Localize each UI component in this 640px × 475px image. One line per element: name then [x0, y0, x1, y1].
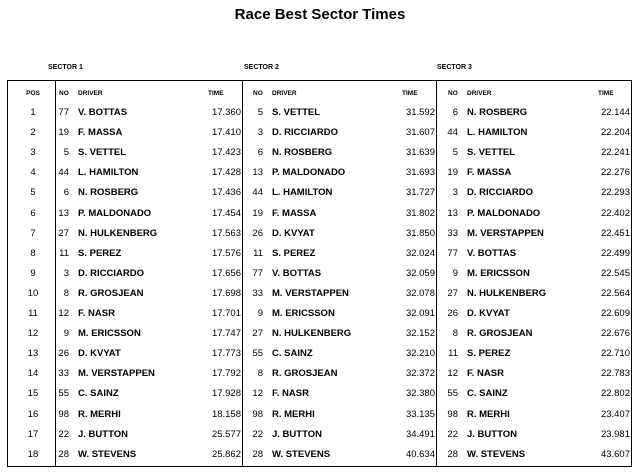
driver-cell: S. VETTEL — [78, 147, 127, 159]
table-row — [8, 204, 631, 224]
sector-time-cell: 22.204 — [600, 127, 630, 139]
position-cell: 11 — [28, 308, 38, 319]
sector-time-cell: 32.152 — [405, 328, 435, 340]
sector-time-cell: 23.981 — [600, 428, 630, 440]
sector-time-cell: 17.747 — [211, 328, 241, 340]
driver-cell: M. VERSTAPPEN — [78, 368, 155, 380]
sector-time-cell: 34.491 — [405, 428, 435, 440]
driver-cell: P. MALDONADO — [272, 167, 346, 179]
position-cell: 12 — [27, 328, 39, 340]
table-row — [8, 143, 631, 163]
sector-time-cell: 32.372 — [405, 368, 435, 380]
page-title: Race Best Sector Times — [234, 6, 406, 23]
car-number-cell: 77 — [58, 107, 69, 118]
driver-cell: S. PEREZ — [272, 247, 316, 259]
car-number-cell: 12 — [447, 368, 458, 380]
sector-time-cell: 33.135 — [405, 408, 435, 420]
header-time: TIME — [598, 90, 614, 97]
driver-cell: F. NASR — [78, 308, 115, 319]
table-row — [8, 163, 631, 183]
position-cell: 2 — [30, 127, 36, 139]
car-number-cell: 22 — [447, 428, 458, 440]
car-number-cell: 13 — [252, 167, 263, 179]
car-number-cell: 12 — [252, 388, 263, 400]
position-cell: 8 — [30, 247, 36, 259]
driver-cell: W. STEVENS — [467, 448, 526, 460]
driver-cell: D. KVYAT — [78, 348, 121, 360]
table-row — [8, 224, 631, 244]
driver-cell: C. SAINZ — [467, 388, 508, 400]
table-row — [8, 103, 631, 123]
car-number-cell: 8 — [452, 328, 458, 340]
sector-time-cell: 17.698 — [211, 287, 241, 299]
table-row — [8, 344, 631, 364]
sector-time-cell: 22.276 — [600, 167, 630, 179]
driver-cell: N. HULKENBERG — [467, 287, 547, 299]
car-number-cell: 98 — [252, 408, 263, 420]
position-cell: 4 — [30, 167, 36, 179]
sector-time-cell: 17.563 — [211, 227, 241, 239]
car-number-cell: 33 — [58, 368, 69, 380]
car-number-cell: 11 — [448, 348, 458, 360]
car-number-cell: 27 — [58, 227, 69, 239]
car-number-cell: 77 — [447, 247, 458, 259]
car-number-cell: 98 — [58, 408, 69, 420]
car-number-cell: 22 — [252, 428, 263, 440]
driver-cell: S. VETTEL — [467, 147, 516, 159]
sector-time-cell: 17.428 — [211, 167, 241, 179]
car-number-cell: 5 — [257, 107, 263, 118]
driver-cell: M. VERSTAPPEN — [467, 227, 544, 239]
driver-cell: R. GROSJEAN — [467, 328, 533, 340]
sector-time-cell: 31.850 — [405, 227, 435, 239]
sector-time-cell: 22.564 — [600, 287, 630, 299]
sector-times-table — [7, 80, 632, 467]
car-number-cell: 77 — [252, 267, 263, 279]
driver-cell: C. SAINZ — [272, 348, 313, 360]
car-number-cell: 19 — [447, 167, 458, 179]
table-row — [8, 425, 631, 445]
header-no: NO — [448, 90, 458, 97]
car-number-cell: 9 — [257, 308, 263, 319]
driver-cell: W. STEVENS — [272, 448, 331, 460]
driver-cell: M. ERICSSON — [467, 267, 530, 279]
sector-time-cell: 22.783 — [600, 368, 630, 380]
car-number-cell: 19 — [58, 127, 69, 139]
driver-cell: N. ROSBERG — [272, 147, 333, 159]
sector-time-cell: 31.727 — [405, 187, 435, 199]
sector-time-cell: 40.634 — [405, 448, 435, 460]
sector-1-label: SECTOR 1 — [48, 64, 83, 71]
car-number-cell: 6 — [452, 107, 458, 118]
table-row — [8, 183, 631, 203]
position-cell: 10 — [27, 287, 39, 299]
car-number-cell: 8 — [257, 368, 263, 380]
driver-cell: V. BOTTAS — [78, 107, 128, 118]
driver-cell: L. HAMILTON — [467, 127, 528, 139]
sector-time-cell: 17.792 — [211, 368, 241, 380]
driver-cell: L. HAMILTON — [272, 187, 333, 199]
position-cell: 1 — [30, 107, 36, 118]
sector-time-cell: 17.773 — [211, 348, 241, 360]
sector-time-cell: 25.862 — [211, 448, 241, 460]
position-cell: 15 — [27, 388, 39, 400]
driver-cell: F. MASSA — [78, 127, 123, 139]
car-number-cell: 9 — [63, 328, 69, 340]
car-number-cell: 3 — [257, 127, 263, 139]
driver-cell: N. ROSBERG — [78, 187, 139, 199]
position-cell: 7 — [30, 227, 36, 239]
driver-cell: R. GROSJEAN — [78, 287, 144, 299]
sector-time-cell: 22.293 — [600, 187, 630, 199]
table-row — [8, 284, 631, 304]
driver-cell: M. VERSTAPPEN — [272, 287, 349, 299]
sector-time-cell: 31.802 — [405, 207, 435, 219]
car-number-cell: 9 — [452, 267, 458, 279]
sector-time-cell: 17.928 — [211, 388, 241, 400]
driver-cell: R. GROSJEAN — [272, 368, 338, 380]
sector-time-cell: 17.436 — [211, 187, 241, 199]
sector-time-cell: 23.407 — [600, 408, 630, 420]
car-number-cell: 3 — [63, 267, 69, 279]
driver-cell: R. MERHI — [78, 408, 121, 420]
sector-time-cell: 17.576 — [211, 247, 241, 259]
driver-cell: P. MALDONADO — [78, 207, 152, 219]
driver-cell: J. BUTTON — [78, 428, 128, 440]
car-number-cell: 8 — [63, 287, 69, 299]
sector-time-cell: 17.454 — [211, 207, 241, 219]
position-cell: 13 — [27, 348, 39, 360]
sector-time-cell: 43.607 — [600, 448, 630, 460]
car-number-cell: 26 — [252, 227, 263, 239]
sector-2-label: SECTOR 2 — [244, 64, 279, 71]
sector-time-cell: 22.545 — [600, 267, 630, 279]
driver-cell: N. ROSBERG — [467, 107, 528, 118]
driver-cell: F. NASR — [272, 388, 309, 400]
header-driver: DRIVER — [78, 90, 103, 97]
driver-cell: J. BUTTON — [467, 428, 517, 440]
car-number-cell: 55 — [58, 388, 69, 400]
driver-cell: M. ERICSSON — [78, 328, 141, 340]
sector-time-cell: 22.710 — [600, 348, 630, 360]
position-cell: 14 — [27, 368, 39, 380]
sector-time-cell: 22.676 — [600, 328, 630, 340]
car-number-cell: 98 — [447, 408, 458, 420]
car-number-cell: 6 — [257, 147, 263, 159]
header-no: NO — [59, 90, 69, 97]
header-time: TIME — [208, 90, 224, 97]
sector-time-cell: 22.241 — [600, 147, 630, 159]
position-cell: 16 — [27, 408, 39, 420]
table-row — [8, 324, 631, 344]
driver-cell: D. RICCIARDO — [467, 187, 533, 199]
sector-time-cell: 17.423 — [211, 147, 241, 159]
car-number-cell: 26 — [447, 308, 458, 319]
table-row — [8, 364, 631, 384]
driver-cell: N. HULKENBERG — [78, 227, 158, 239]
driver-cell: D. RICCIARDO — [78, 267, 144, 279]
car-number-cell: 12 — [58, 308, 69, 319]
sector-time-cell: 32.091 — [405, 308, 435, 319]
car-number-cell: 5 — [63, 147, 69, 159]
position-cell: 17 — [27, 428, 39, 440]
car-number-cell: 28 — [252, 448, 263, 460]
car-number-cell: 27 — [252, 328, 263, 340]
table-row — [8, 445, 631, 465]
car-number-cell: 28 — [58, 448, 69, 460]
driver-cell: R. MERHI — [272, 408, 315, 420]
sector-time-cell: 32.380 — [405, 388, 435, 400]
sector-time-cell: 32.024 — [405, 247, 435, 259]
table-row — [8, 405, 631, 425]
sector-time-cell: 31.639 — [405, 147, 435, 159]
car-number-cell: 44 — [252, 187, 263, 199]
sector-time-cell: 31.592 — [405, 107, 435, 118]
header-pos: POS — [26, 90, 40, 97]
sector-time-cell: 17.410 — [211, 127, 241, 139]
header-driver: DRIVER — [272, 90, 297, 97]
driver-cell: N. HULKENBERG — [272, 328, 352, 340]
car-number-cell: 55 — [252, 348, 263, 360]
driver-cell: L. HAMILTON — [78, 167, 139, 179]
car-number-cell: 13 — [447, 207, 458, 219]
driver-cell: F. MASSA — [272, 207, 317, 219]
driver-cell: P. MALDONADO — [467, 207, 541, 219]
sector-time-cell: 31.607 — [405, 127, 435, 139]
header-driver: DRIVER — [467, 90, 492, 97]
sector-3-label: SECTOR 3 — [437, 64, 472, 71]
car-number-cell: 33 — [252, 287, 263, 299]
position-cell: 5 — [30, 187, 36, 199]
car-number-cell: 5 — [452, 147, 458, 159]
header-time: TIME — [402, 90, 418, 97]
sector-time-cell: 18.158 — [211, 408, 241, 420]
car-number-cell: 33 — [447, 227, 458, 239]
sector-time-cell: 22.802 — [600, 388, 630, 400]
sector-time-cell: 22.402 — [600, 207, 630, 219]
car-number-cell: 6 — [63, 187, 69, 199]
driver-cell: M. ERICSSON — [272, 308, 335, 319]
table-row — [8, 384, 631, 404]
car-number-cell: 28 — [447, 448, 458, 460]
car-number-cell: 11 — [59, 247, 69, 259]
driver-cell: F. NASR — [467, 368, 504, 380]
driver-cell: S. VETTEL — [272, 107, 321, 118]
position-cell: 9 — [30, 267, 36, 279]
car-number-cell: 44 — [447, 127, 458, 139]
position-cell: 18 — [27, 448, 39, 460]
driver-cell: D. KVYAT — [272, 227, 315, 239]
car-number-cell: 13 — [58, 207, 69, 219]
sector-time-cell: 17.656 — [211, 267, 241, 279]
table-row — [8, 123, 631, 143]
sector-time-cell: 31.693 — [405, 167, 435, 179]
table-row — [8, 244, 631, 264]
driver-cell: S. PEREZ — [78, 247, 122, 259]
car-number-cell: 26 — [58, 348, 69, 360]
position-cell: 3 — [30, 147, 36, 159]
position-cell: 6 — [30, 207, 36, 219]
header-no: NO — [253, 90, 263, 97]
sector-time-cell: 32.078 — [405, 287, 435, 299]
sector-time-cell: 25.577 — [211, 428, 241, 440]
car-number-cell: 11 — [253, 247, 263, 259]
driver-cell: R. MERHI — [467, 408, 510, 420]
car-number-cell: 27 — [447, 287, 458, 299]
driver-cell: J. BUTTON — [272, 428, 322, 440]
driver-cell: V. BOTTAS — [272, 267, 322, 279]
driver-cell: S. PEREZ — [467, 348, 511, 360]
sector-time-cell: 17.701 — [211, 308, 241, 319]
driver-cell: W. STEVENS — [78, 448, 137, 460]
driver-cell: D. RICCIARDO — [272, 127, 338, 139]
table-row — [8, 304, 631, 324]
sector-time-cell: 17.360 — [211, 107, 241, 118]
car-number-cell: 55 — [447, 388, 458, 400]
sector-time-cell: 32.059 — [405, 267, 435, 279]
car-number-cell: 19 — [252, 207, 263, 219]
car-number-cell: 44 — [58, 167, 69, 179]
sector-time-cell: 22.609 — [600, 308, 630, 319]
sector-time-cell: 22.499 — [600, 247, 630, 259]
sector-time-cell: 22.144 — [600, 107, 630, 118]
driver-cell: D. KVYAT — [467, 308, 510, 319]
sector-time-cell: 22.451 — [600, 227, 630, 239]
table-row — [8, 264, 631, 284]
car-number-cell: 3 — [452, 187, 458, 199]
driver-cell: F. MASSA — [467, 167, 512, 179]
driver-cell: V. BOTTAS — [467, 247, 517, 259]
driver-cell: C. SAINZ — [78, 388, 119, 400]
car-number-cell: 22 — [58, 428, 69, 440]
sector-time-cell: 32.210 — [405, 348, 435, 360]
